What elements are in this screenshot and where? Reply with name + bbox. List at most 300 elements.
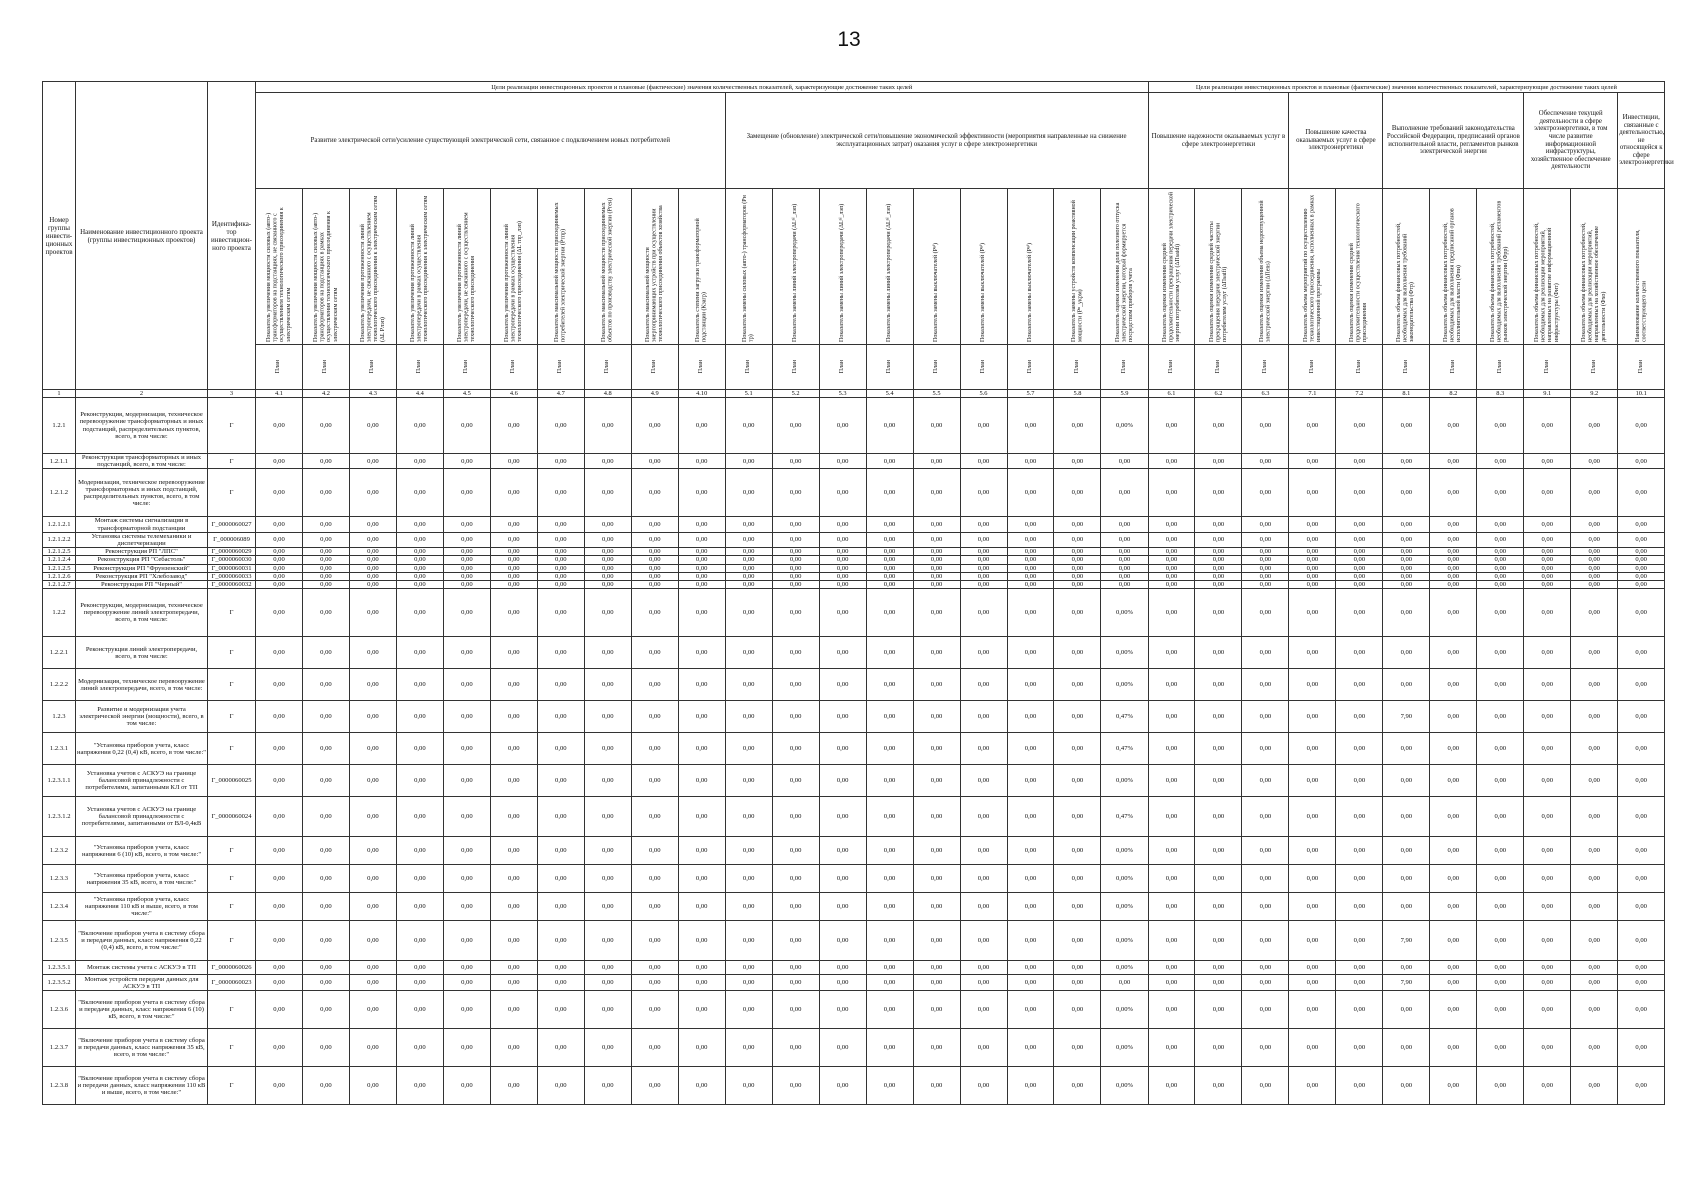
row-project-name: "Установка приборов учета, класс напряжения 0,22 (0,4) кВ, всего, в том числе:" (76, 733, 208, 765)
row-value: 0,00 (490, 865, 537, 893)
header-project-name: Наименование инвестиционного проекта (группы инвестиционных проектов) (76, 82, 208, 390)
row-value: 0,00% (1101, 669, 1148, 701)
row-value: 0,00 (631, 556, 678, 564)
row-value: 0,00 (819, 517, 866, 532)
row-value: 0,00 (584, 637, 631, 669)
row-value: 0,00 (396, 765, 443, 797)
row-value: 0,00 (1054, 669, 1101, 701)
row-value: 0,00 (631, 517, 678, 532)
row-value: 0,00 (631, 669, 678, 701)
row-value: 0,00 (772, 975, 819, 991)
row-project-name: Развитие и модернизация учета электрической энергии (мощности), всего, в том числе: (76, 701, 208, 733)
row-value: 0,00 (302, 921, 349, 961)
row-value: 0,00 (349, 469, 396, 517)
row-value: 0,00 (537, 921, 584, 961)
row-value: 0,00 (1007, 589, 1054, 637)
header-group-number: Номер группы инвести-ционных проектов (43, 82, 76, 390)
row-value: 0,00 (1618, 733, 1665, 765)
row-value: 0,00 (1007, 701, 1054, 733)
row-value: 0,00 (1383, 733, 1430, 765)
column-number: 5.8 (1054, 390, 1101, 398)
row-value: 0,00 (1007, 454, 1054, 469)
row-value: 0,00 (913, 581, 960, 589)
row-value: 0,00 (819, 1067, 866, 1105)
row-value: 0,00 (913, 991, 960, 1029)
row-value: 0,00 (772, 1029, 819, 1067)
row-value: 0,00% (1101, 637, 1148, 669)
row-value: 0,00 (913, 637, 960, 669)
indicator-label: Показатель замены выключателей (Рⁿⁱ) (1027, 242, 1034, 342)
row-value: 0,00 (1289, 961, 1336, 975)
row-value: 0,00 (302, 589, 349, 637)
row-value: 0,00 (772, 669, 819, 701)
row-value: 0,00 (443, 893, 490, 921)
row-value: 0,00 (537, 865, 584, 893)
row-value: 0,00 (1054, 1067, 1101, 1105)
row-value: 0,00 (1477, 556, 1524, 564)
row-value: 0,00 (1336, 469, 1383, 517)
row-value: 0,00 (349, 1067, 396, 1105)
column-number: 4.8 (584, 390, 631, 398)
row-value: 0,47% (1101, 797, 1148, 837)
row-value: 0,00 (866, 556, 913, 564)
row-value: 0,00 (1336, 765, 1383, 797)
row-value: 0,00 (396, 564, 443, 572)
table-row (43, 398, 1665, 454)
row-value: 0,00 (1148, 589, 1195, 637)
row-identifier: Г (208, 398, 256, 454)
row-value: 0,00 (302, 797, 349, 837)
row-value: 0,00 (678, 991, 725, 1029)
row-value: 0,00 (772, 837, 819, 865)
row-value: 0,00 (1383, 564, 1430, 572)
row-value: 0,00 (819, 398, 866, 454)
investment-indicators-table (42, 81, 1674, 1105)
row-value: 0,00 (678, 701, 725, 733)
row-value: 0,00 (772, 797, 819, 837)
row-group-number: 1.2.1.2.5 (43, 548, 76, 556)
row-value: 0,00 (772, 921, 819, 961)
row-value: 0,00 (866, 532, 913, 547)
row-value: 0,00 (1477, 893, 1524, 921)
row-value: 0,00 (1383, 865, 1430, 893)
table-row (43, 991, 1665, 1029)
row-value: 0,00 (1336, 517, 1383, 532)
row-project-name: "Включение приборов учета в систему сбора и передачи данных, класс напряжения 35 кВ, всего, в том числе:" (76, 1029, 208, 1067)
plan-label: План (557, 360, 564, 374)
plan-header (1101, 345, 1148, 390)
row-value: 0,00 (1430, 921, 1477, 961)
row-value: 0,00 (1007, 469, 1054, 517)
row-value: 0,00 (256, 865, 303, 893)
row-value: 0,00 (1148, 1067, 1195, 1105)
row-value: 0,00 (537, 572, 584, 580)
indicator-label: Показатель замены линий электропередачи (ΔLⁿˡ_лэп) (886, 203, 893, 342)
header-goals-left: Цели реализации инвестиционных проектов и плановые (фактические) значения количественных показателей, характеризующие достижение таких целей (256, 82, 1149, 93)
row-value: 0,00 (725, 991, 772, 1029)
row-value: 0,00 (913, 1067, 960, 1105)
row-value: 0,00 (1148, 865, 1195, 893)
column-number: 5.9 (1101, 390, 1148, 398)
row-value: 0,00 (1571, 865, 1618, 893)
table-row (43, 572, 1665, 580)
row-identifier: Г (208, 1029, 256, 1067)
indicator-label: Показатель объема финансовых потребностей, необходимых для выполнения требований законодательства (Фтр) (1396, 221, 1416, 342)
row-value: 0,00 (537, 991, 584, 1029)
row-identifier: Г (208, 893, 256, 921)
row-value: 0,00 (443, 701, 490, 733)
row-value: 0,00 (584, 1067, 631, 1105)
row-value: 0,00 (819, 564, 866, 572)
indicator-header (443, 189, 490, 345)
row-value: 0,00 (349, 765, 396, 797)
table-row (43, 701, 1665, 733)
table-row (43, 532, 1665, 547)
row-value: 0,00 (302, 765, 349, 797)
row-value: 0,00 (396, 572, 443, 580)
row-value: 0,00 (1195, 454, 1242, 469)
row-value: 0,00 (443, 589, 490, 637)
row-value: 0,00 (1148, 991, 1195, 1029)
column-number: 5.1 (725, 390, 772, 398)
row-value: 0,00 (1383, 469, 1430, 517)
row-value: 0,00 (1054, 556, 1101, 564)
row-value: 0,00 (584, 548, 631, 556)
row-value: 0,00 (1524, 701, 1571, 733)
indicator-header (1195, 189, 1242, 345)
column-number: 5.4 (866, 390, 913, 398)
row-value: 0,00 (819, 921, 866, 961)
row-value: 0,00 (725, 921, 772, 961)
row-value: 0,00 (256, 572, 303, 580)
row-value: 0,00 (1524, 669, 1571, 701)
row-identifier: Г (208, 837, 256, 865)
row-value: 0,00 (631, 572, 678, 580)
row-value: 0,00 (913, 548, 960, 556)
table-row (43, 581, 1665, 589)
row-value: 0,00 (302, 865, 349, 893)
column-number: 9.1 (1524, 390, 1571, 398)
row-value: 0,00 (396, 581, 443, 589)
row-value: 0,00 (1007, 398, 1054, 454)
row-value: 0,00 (349, 733, 396, 765)
row-value: 0,00 (866, 637, 913, 669)
row-value: 0,00 (1430, 1067, 1477, 1105)
table-row (43, 669, 1665, 701)
row-value: 0,00 (913, 765, 960, 797)
row-project-name: Модернизация, техническое перевооружение линий электропередачи, всего, в том числе: (76, 669, 208, 701)
row-value: 0,00 (1242, 454, 1289, 469)
row-value: 0,00 (302, 454, 349, 469)
row-value: 0,00 (725, 548, 772, 556)
row-value: 0,00 (1524, 532, 1571, 547)
row-value: 0,00 (772, 564, 819, 572)
row-value: 0,00 (302, 1029, 349, 1067)
indicator-label: Показатель оценки изменения средней частоты прекращения передачи электрической энергии потребителям услуг (ΔПsaifi) (1208, 220, 1228, 342)
row-value: 0,00 (584, 532, 631, 547)
table-row (43, 765, 1665, 797)
subgroup-header: Повышение надежности оказываемых услуг в сфере электроэнергетики (1148, 93, 1289, 189)
row-value: 0,00 (1618, 454, 1665, 469)
row-value: 0,00 (1383, 556, 1430, 564)
row-value: 0,00 (1524, 921, 1571, 961)
row-value: 0,00 (772, 1067, 819, 1105)
row-value: 0,00 (349, 669, 396, 701)
row-value: 0,00 (1289, 572, 1336, 580)
indicator-header (1148, 189, 1195, 345)
row-value: 0,00 (537, 532, 584, 547)
row-value: 0,00 (1336, 669, 1383, 701)
row-value: 0,00 (1289, 469, 1336, 517)
row-value: 0,00 (725, 975, 772, 991)
row-value: 0,00 (678, 837, 725, 865)
row-value: 0,00 (396, 865, 443, 893)
row-value: 0,00 (1524, 975, 1571, 991)
row-value: 0,00 (1430, 548, 1477, 556)
plan-label: План (839, 360, 846, 374)
row-value: 0,00 (1524, 733, 1571, 765)
row-value: 0,00 (256, 975, 303, 991)
row-value: 0,00 (256, 532, 303, 547)
table-row (43, 637, 1665, 669)
row-value: 0,00 (349, 572, 396, 580)
row-value: 0,00 (1383, 454, 1430, 469)
row-value: 0,00 (913, 398, 960, 454)
row-value: 0,00 (1007, 517, 1054, 532)
row-value: 0,00 (256, 1067, 303, 1105)
row-value: 0,00 (443, 837, 490, 865)
indicator-label: Показатель замены устройств компенсации реактивной мощности (Рⁿ_укрм) (1070, 199, 1084, 342)
row-value: 0,00 (256, 961, 303, 975)
row-value: 0,00 (256, 701, 303, 733)
row-value: 0,00 (490, 765, 537, 797)
row-value: 0,00 (443, 865, 490, 893)
row-value: 0,00 (819, 797, 866, 837)
row-value: 0,00 (1148, 517, 1195, 532)
indicator-label: Показатель степени загрузки трансформаторной подстанции (Кзагр) (695, 217, 708, 342)
row-value: 0,00 (1383, 581, 1430, 589)
row-value: 0,00 (1148, 637, 1195, 669)
row-value: 0,00 (678, 1029, 725, 1067)
row-value: 0,00 (678, 589, 725, 637)
indicator-label: Показатель объема финансовых потребностей, необходимых для выполнения требований регламентов рынков электрической энергии (Фрр) (1490, 200, 1510, 342)
row-value: 0,00 (725, 469, 772, 517)
row-value: 0,00 (1195, 469, 1242, 517)
row-value: 0,00 (396, 1067, 443, 1105)
row-value: 0,00 (725, 454, 772, 469)
row-value: 0,00 (1336, 1029, 1383, 1067)
row-value: 0,00 (725, 701, 772, 733)
row-value: 0,00 (302, 701, 349, 733)
row-value: 0,00 (490, 556, 537, 564)
row-value: 0,00 (1618, 921, 1665, 961)
row-value: 0,00 (1195, 517, 1242, 532)
row-value: 0,00 (772, 556, 819, 564)
row-value: 0,00 (1195, 921, 1242, 961)
row-value: 0,00 (960, 469, 1007, 517)
row-value: 0,00 (1148, 733, 1195, 765)
table-row (43, 837, 1665, 865)
row-value: 0,00 (584, 797, 631, 837)
row-value: 0,00 (913, 975, 960, 991)
row-value: 0,00 (1430, 865, 1477, 893)
row-value: 0,00 (1289, 975, 1336, 991)
row-value: 0,00 (1054, 564, 1101, 572)
row-identifier: Г (208, 454, 256, 469)
row-value: 0,00 (1336, 701, 1383, 733)
row-value: 0,00 (1195, 975, 1242, 991)
row-value: 0,00 (1007, 991, 1054, 1029)
row-value: 0,00 (631, 893, 678, 921)
row-identifier: Г_0000060033 (208, 572, 256, 580)
table-row (43, 921, 1665, 961)
row-value: 0,00 (1618, 797, 1665, 837)
subgroup-header: Выполнение требований законодательства Российской Федерации, предписаний органов исполнительной власти, регламентов рынков электрической энергии (1383, 93, 1524, 189)
row-value: 0,00 (819, 589, 866, 637)
row-value: 0,00 (913, 469, 960, 517)
row-value: 0,00 (490, 581, 537, 589)
row-value: 0,00 (1054, 1029, 1101, 1067)
column-number: 1 (43, 390, 76, 398)
row-value: 0,00 (1618, 589, 1665, 637)
row-value: 0,00 (490, 517, 537, 532)
column-number: 5.3 (819, 390, 866, 398)
indicator-header (1336, 189, 1383, 345)
row-value: 0,00 (1195, 589, 1242, 637)
row-value: 0,00 (490, 837, 537, 865)
row-value: 0,00 (1336, 1067, 1383, 1105)
row-value: 0,00 (443, 517, 490, 532)
plan-header (678, 345, 725, 390)
row-group-number: 1.2.3.5 (43, 921, 76, 961)
row-value: 0,00 (960, 733, 1007, 765)
row-value: 0,00 (584, 581, 631, 589)
row-value: 0,00 (1477, 589, 1524, 637)
row-value: 0,00 (537, 469, 584, 517)
row-value: 0,00 (1007, 1067, 1054, 1105)
row-value: 0,00 (1007, 669, 1054, 701)
row-value: 0,00 (1618, 991, 1665, 1029)
row-group-number: 1.2.3.6 (43, 991, 76, 1029)
plan-header (1618, 345, 1665, 390)
column-number: 4.1 (256, 390, 303, 398)
row-value: 0,00 (1618, 893, 1665, 921)
row-value: 0,00 (1430, 733, 1477, 765)
row-value: 0,00% (1101, 961, 1148, 975)
row-value: 0,00 (772, 637, 819, 669)
row-value: 0,00 (1289, 701, 1336, 733)
row-value: 0,00 (1336, 865, 1383, 893)
row-value: 0,00 (678, 765, 725, 797)
row-value: 0,00 (1336, 961, 1383, 975)
row-value: 0,00 (584, 564, 631, 572)
column-number: 4.6 (490, 390, 537, 398)
table-row (43, 454, 1665, 469)
row-value: 0,00 (1524, 517, 1571, 532)
row-value: 0,00 (490, 797, 537, 837)
row-value: 0,00 (1571, 517, 1618, 532)
row-value: 0,00 (1242, 765, 1289, 797)
row-group-number: 1.2.3.1.2 (43, 797, 76, 837)
row-value: 0,00 (1383, 548, 1430, 556)
row-value: 0,00 (1336, 991, 1383, 1029)
row-value: 0,00 (1477, 637, 1524, 669)
row-value: 0,00 (1101, 532, 1148, 547)
row-value: 0,00 (913, 564, 960, 572)
row-value: 0,00 (1618, 1029, 1665, 1067)
row-value: 0,00 (537, 1067, 584, 1105)
indicator-label: Показатель замены силовых (авто-) трансформаторов (Рн тр) (742, 194, 755, 342)
row-value: 0,00 (1571, 921, 1618, 961)
row-value: 0,00 (1618, 469, 1665, 517)
row-project-name: Реконструкция линий электропередачи, всего, в том числе: (76, 637, 208, 669)
row-value: 0,00 (678, 669, 725, 701)
row-value: 0,00 (1242, 733, 1289, 765)
row-value: 0,00 (1571, 765, 1618, 797)
row-value: 0,00 (631, 581, 678, 589)
row-value: 0,00 (349, 556, 396, 564)
plan-label: План (463, 360, 470, 374)
row-value: 0,00 (1524, 398, 1571, 454)
row-value: 0,00 (1242, 556, 1289, 564)
row-group-number: 1.2.3.1 (43, 733, 76, 765)
indicator-header (1430, 189, 1477, 345)
row-value: 0,00 (302, 961, 349, 975)
row-identifier: Г_0000060026 (208, 961, 256, 975)
row-value: 0,00 (443, 921, 490, 961)
row-value: 0,00 (396, 797, 443, 837)
row-value: 0,00 (1242, 581, 1289, 589)
indicator-header (1289, 189, 1336, 345)
row-value: 0,00 (256, 564, 303, 572)
row-value: 0,00 (772, 572, 819, 580)
indicator-label: Показатель замены линий электропередачи (ΔLⁿˡ_лэп) (792, 203, 799, 342)
plan-header (1524, 345, 1571, 390)
row-value: 0,00 (443, 733, 490, 765)
row-value: 0,00 (1430, 589, 1477, 637)
row-value: 0,00 (1054, 572, 1101, 580)
plan-header (1054, 345, 1101, 390)
row-value: 0,00 (1618, 556, 1665, 564)
row-value: 0,00 (1101, 975, 1148, 991)
column-number: 6.1 (1148, 390, 1195, 398)
indicator-header (725, 189, 772, 345)
row-value: 0,00 (819, 865, 866, 893)
indicator-label: Показатель увеличения протяженности линий электропередачи в рамках осуществления технологического присоединения (ΔL тпр_лэп) (503, 220, 524, 342)
row-value: 0,00 (1477, 532, 1524, 547)
plan-label: План (792, 360, 799, 374)
row-value: 0,00 (866, 564, 913, 572)
row-value: 0,00 (1054, 893, 1101, 921)
row-value: 0,00 (1477, 1067, 1524, 1105)
row-value: 0,00 (584, 1029, 631, 1067)
plan-label: План (322, 360, 329, 374)
row-value: 0,00 (396, 893, 443, 921)
row-value: 0,00 (960, 564, 1007, 572)
row-value: 0,00 (1383, 1067, 1430, 1105)
row-value: 0,00 (1571, 991, 1618, 1029)
plan-header (302, 345, 349, 390)
row-value: 0,00 (302, 572, 349, 580)
row-value: 0,00 (349, 637, 396, 669)
row-value: 0,00 (1524, 556, 1571, 564)
row-value: 0,00 (1336, 398, 1383, 454)
row-value: 0,00 (1007, 961, 1054, 975)
row-value: 0,00 (1242, 961, 1289, 975)
row-project-name: "Включение приборов учета в систему сбора и передачи данных, класс напряжения 6 (10) кВ, всего, в том числе:" (76, 991, 208, 1029)
row-value: 0,00 (443, 1029, 490, 1067)
row-value: 0,00 (1289, 893, 1336, 921)
